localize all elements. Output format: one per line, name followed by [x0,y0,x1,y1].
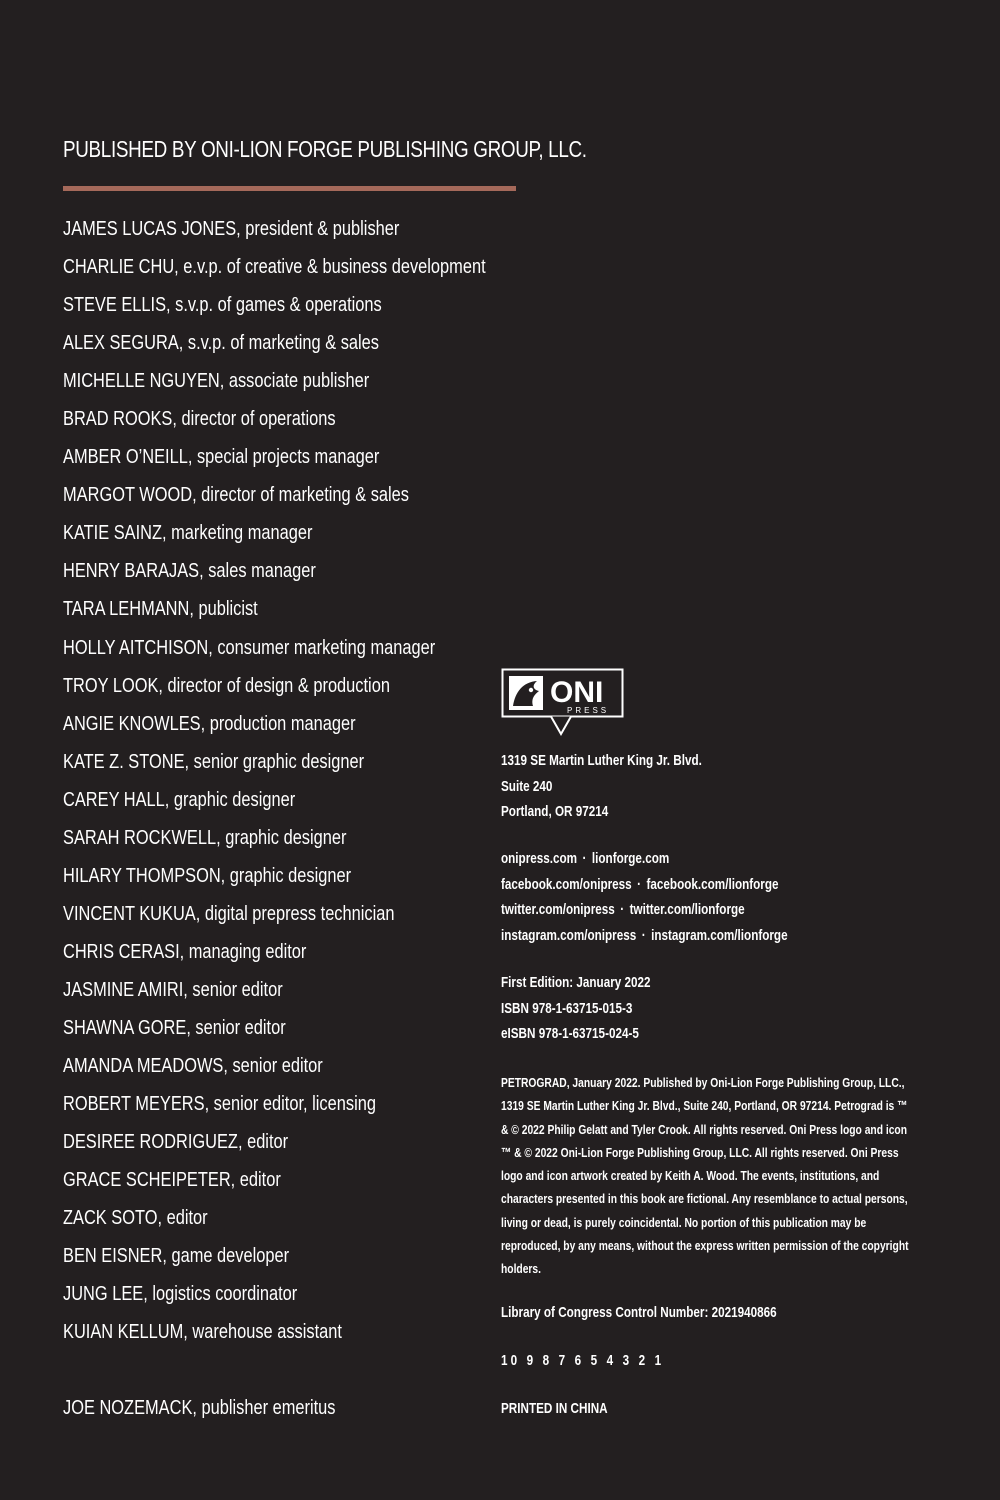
staff-role: , sales manager [199,560,316,583]
publisher-heading: PUBLISHED BY ONI-LION FORGE PUBLISHING GROUP, LLC. [63,136,587,162]
staff-name: MICHELLE NGUYEN [63,370,220,393]
edition-block [501,970,651,1047]
staff-name: HENRY BARAJAS [63,560,200,583]
staff-entry [63,1241,486,1279]
staff-name: CHRIS CERASI [63,940,180,963]
address-block [501,748,702,825]
staff-name: HOLLY AITCHISON [63,636,209,659]
staff-role: , editor [237,1131,289,1154]
staff-role: , director of marketing & sales [192,484,410,507]
staff-entry [63,1203,486,1241]
staff-name: AMBER O’NEILL [63,446,188,469]
oni-press-logo-icon [501,668,625,740]
staff-name: JOE NOZEMACK [63,1397,193,1419]
staff-name: CHARLIE CHU [63,256,175,279]
staff-role: , logistics coordinator [143,1283,298,1306]
staff-name: KATIE SAINZ [63,522,163,545]
staff-role: , president & publisher [236,218,400,240]
staff-name: JASMINE AMIRI [63,978,184,1001]
staff-role: , associate publisher [219,370,370,393]
staff-name: ROBERT MEYERS [63,1093,205,1116]
staff-entry [63,442,486,480]
staff-role: , publicist [189,598,258,621]
staff-role: , senior graphic designer [184,750,365,773]
web-link[interactable]: instagram.com/onipress [501,926,637,944]
staff-entry [63,328,486,366]
staff-role: , s.v.p. of games & operations [166,294,382,317]
separator-dot: · [637,875,642,893]
staff-entry [63,1127,486,1165]
staff-entry [63,290,486,328]
staff-role: , director of design & production [158,674,390,697]
staff-name: TROY LOOK [63,674,159,697]
printed-in-line: PRINTED IN CHINA [501,1400,608,1417]
staff-name: BRAD ROOKS [63,408,173,431]
staff-name: CAREY HALL [63,788,165,811]
logo-sub: PRESS [567,706,610,715]
staff-entry [63,1165,486,1203]
staff-role: , editor [230,1169,281,1192]
staff-role: , senior editor [183,978,283,1001]
staff-name: JAMES LUCAS JONES [63,218,237,240]
oni-press-logo [501,668,625,740]
staff-name: AMANDA MEADOWS [63,1055,224,1078]
staff-entry [63,1051,486,1089]
staff-entry [63,975,486,1013]
web-link[interactable]: onipress.com [501,850,578,867]
staff-role: , graphic designer [164,788,296,811]
staff-role: , senior editor [223,1055,323,1078]
web-link[interactable]: instagram.com/lionforge [651,926,788,944]
separator-dot: · [641,926,646,944]
staff-entry [63,937,486,975]
staff-name: DESIREE RODRIGUEZ [63,1131,238,1154]
web-link[interactable]: twitter.com/onipress [501,901,615,918]
staff-emeritus [63,1393,336,1423]
staff-entry [63,785,486,823]
staff-name: SARAH ROCKWELL [63,826,217,849]
staff-entry [63,1279,486,1317]
staff-name: ZACK SOTO [63,1207,158,1230]
staff-role: , marketing manager [162,522,313,545]
separator-dot: · [620,901,625,918]
staff-name: BEN EISNER [63,1245,163,1268]
staff-role: , senior editor, licensing [204,1093,376,1116]
web-link-row [501,846,788,872]
separator-dot: · [582,850,587,867]
staff-role: , director of operations [172,408,336,431]
staff-role: , special projects manager [187,446,380,469]
staff-entry [63,556,486,594]
staff-name: KATE Z. STONE [63,750,185,773]
print-number-line: 10 9 8 7 6 5 4 3 2 1 [501,1352,665,1369]
staff-role: , game developer [162,1245,290,1268]
staff-entry [63,1089,486,1127]
staff-entry [63,1317,486,1355]
staff-role: , s.v.p. of marketing & sales [178,332,379,355]
isbn-line: ISBN 978-1-63715-015-3 [501,999,633,1017]
lccn-line: Library of Congress Control Number: 2021940866 [501,1304,777,1321]
staff-role: , graphic designer [216,826,347,849]
staff-entry [63,709,486,747]
eisbn-line: eISBN 978-1-63715-024-5 [501,1025,639,1042]
address-line: 1319 SE Martin Luther King Jr. Blvd. [501,752,702,769]
staff-name: MARGOT WOOD [63,484,193,507]
staff-role: , senior editor [186,1016,286,1039]
staff-role: , e.v.p. of creative & business development [174,256,486,279]
staff-entry [63,1013,486,1051]
staff-name: KUIAN KELLUM [63,1321,184,1344]
web-links [501,846,788,948]
staff-entry [63,823,486,861]
staff-role: , consumer marketing manager [208,636,436,659]
staff-name: VINCENT KUKUA [63,902,196,925]
staff-entry [63,252,486,290]
web-link[interactable]: facebook.com/onipress [501,875,632,893]
staff-entry [63,214,486,252]
web-link[interactable]: facebook.com/lionforge [646,875,779,893]
address-line: Portland, OR 97214 [501,803,609,820]
edition-line: First Edition: January 2022 [501,974,651,991]
staff-role: , warehouse assistant [183,1321,342,1344]
staff-entry [63,518,486,556]
staff-name: ANGIE KNOWLES [63,712,201,735]
staff-name: ALEX SEGURA [63,332,179,355]
logo-word: ONI [550,676,604,709]
legal-text: PETROGRAD, January 2022. Published by Oni-Lion Forge Publishing Group, LLC., 1319 SE Martin Luther King Jr. Blvd., Suite 240, Portland, OR 97214. Petrograd is ™ & © 2022 Philip Gelatt and Tyler Crook. All rights reserved. Oni Press logo and icon ™ & © 2022 Oni-Lion Forge Publishing Group, LLC. All rights reserved. Oni Press logo and icon artwork created by Keith A. Wood. The events, institutions, and characters presented in this book are fictional. Any resemblance to actual persons, living or dead, is purely coincidental. No portion of this publication may be reproduced, by any means, without the express written permission of the copyright holders. [501,1075,909,1277]
heading-rule [63,186,516,191]
imprint-column [501,668,921,1417]
staff-role: , digital prepress technician [195,902,395,925]
staff-name: HILARY THOMPSON [63,864,221,887]
staff-name: STEVE ELLIS [63,294,167,317]
staff-entry [63,861,486,899]
staff-entry [63,480,486,518]
staff-name: JUNG LEE [63,1283,144,1306]
staff-name: TARA LEHMANN [63,598,190,621]
staff-entry [63,404,486,442]
web-link-row [501,872,788,898]
staff-name: SHAWNA GORE [63,1016,187,1039]
staff-role: , publisher emeritus [192,1397,336,1419]
staff-entry [63,899,486,937]
staff-role: , graphic designer [220,864,352,887]
web-link[interactable]: lionforge.com [591,850,670,867]
staff-entry [63,366,486,404]
staff-entry [63,747,486,785]
web-link[interactable]: twitter.com/lionforge [629,901,745,918]
web-link-row [501,923,788,949]
staff-role: , editor [157,1207,208,1230]
staff-role: , managing editor [179,940,307,963]
address-line: Suite 240 [501,777,553,795]
staff-entry [63,633,486,671]
staff-name: GRACE SCHEIPETER [63,1169,231,1192]
staff-entry [63,671,486,709]
staff-entry [63,594,486,632]
web-link-row [501,897,788,923]
staff-role: , production manager [200,712,356,735]
